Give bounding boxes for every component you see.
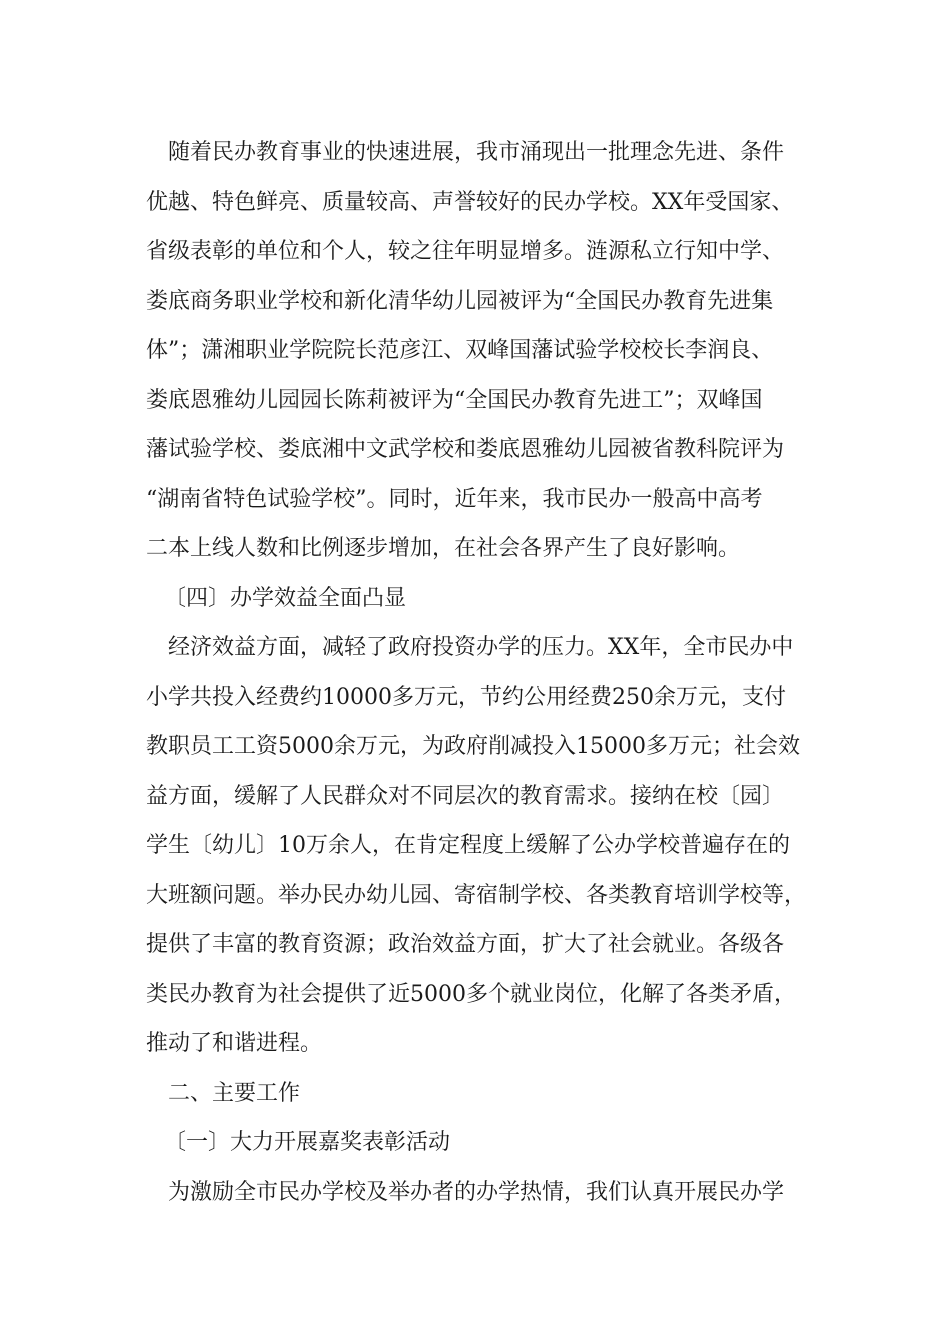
document-line: 推动了和谐进程。 <box>146 1031 323 1056</box>
document-line: 益方面，缓解了人民群众对不同层次的教育需求。接纳在校〔园〕 <box>146 783 785 809</box>
document-line: 学生〔幼儿〕10万余人，在肯定程度上缓解了公办学校普遍存在的 <box>146 833 790 858</box>
document-line: 优越、特色鲜亮、质量较高、声誉较好的民办学校。XX年受国家、 <box>146 189 794 215</box>
document-line: 随着民办教育事业的快速进展，我市涌现出一批理念先进、条件 <box>168 140 785 165</box>
document-body <box>146 128 826 1217</box>
document-line: 为激励全市民办学校及举办者的办学热情，我们认真开展民办学 <box>168 1179 785 1205</box>
document-line: 〔一〕大力开展嘉奖表彰活动 <box>164 1130 451 1155</box>
document-line: 提供了丰富的教育资源；政治效益方面，扩大了社会就业。各级各 <box>146 932 785 957</box>
document-line: 娄底商务职业学校和新化清华幼儿园被评为“全国民办教育先进集 <box>146 288 774 314</box>
document-line: 大班额问题。举办民办幼儿园、寄宿制学校、各类教育培训学校等， <box>146 882 807 908</box>
document-line: 二、主要工作 <box>168 1080 301 1106</box>
document-line: 娄底恩雅幼儿园园长陈莉被评为“全国民办教育先进工”；双峰国 <box>146 387 763 413</box>
document-line: “湖南省特色试验学校”。同时，近年来，我市民办一般高中高考 <box>146 486 763 512</box>
document-line: 教职员工工资5000余万元，为政府削减投入15000多万元；社会效 <box>146 734 800 759</box>
document-line: 二本上线人数和比例逐步增加，在社会各界产生了良好影响。 <box>146 536 741 561</box>
document-line: 〔四〕办学效益全面凸显 <box>164 585 407 611</box>
document-line: 类民办教育为社会提供了近5000多个就业岗位，化解了各类矛盾， <box>146 981 796 1007</box>
document-line: 体”；潇湘职业学院院长范彦江、双峰国藩试验学校校长李润良、 <box>146 338 774 363</box>
document-line: 藩试验学校、娄底湘中文武学校和娄底恩雅幼儿园被省教科院评为 <box>146 437 785 462</box>
document-line: 小学共投入经费约10000多万元，节约公用经费250余万元，支付 <box>146 684 786 710</box>
document-line: 省级表彰的单位和个人，较之往年明显增多。涟源私立行知中学、 <box>146 239 785 264</box>
document-line: 经济效益方面，减轻了政府投资办学的压力。XX年，全市民办中 <box>168 635 794 660</box>
